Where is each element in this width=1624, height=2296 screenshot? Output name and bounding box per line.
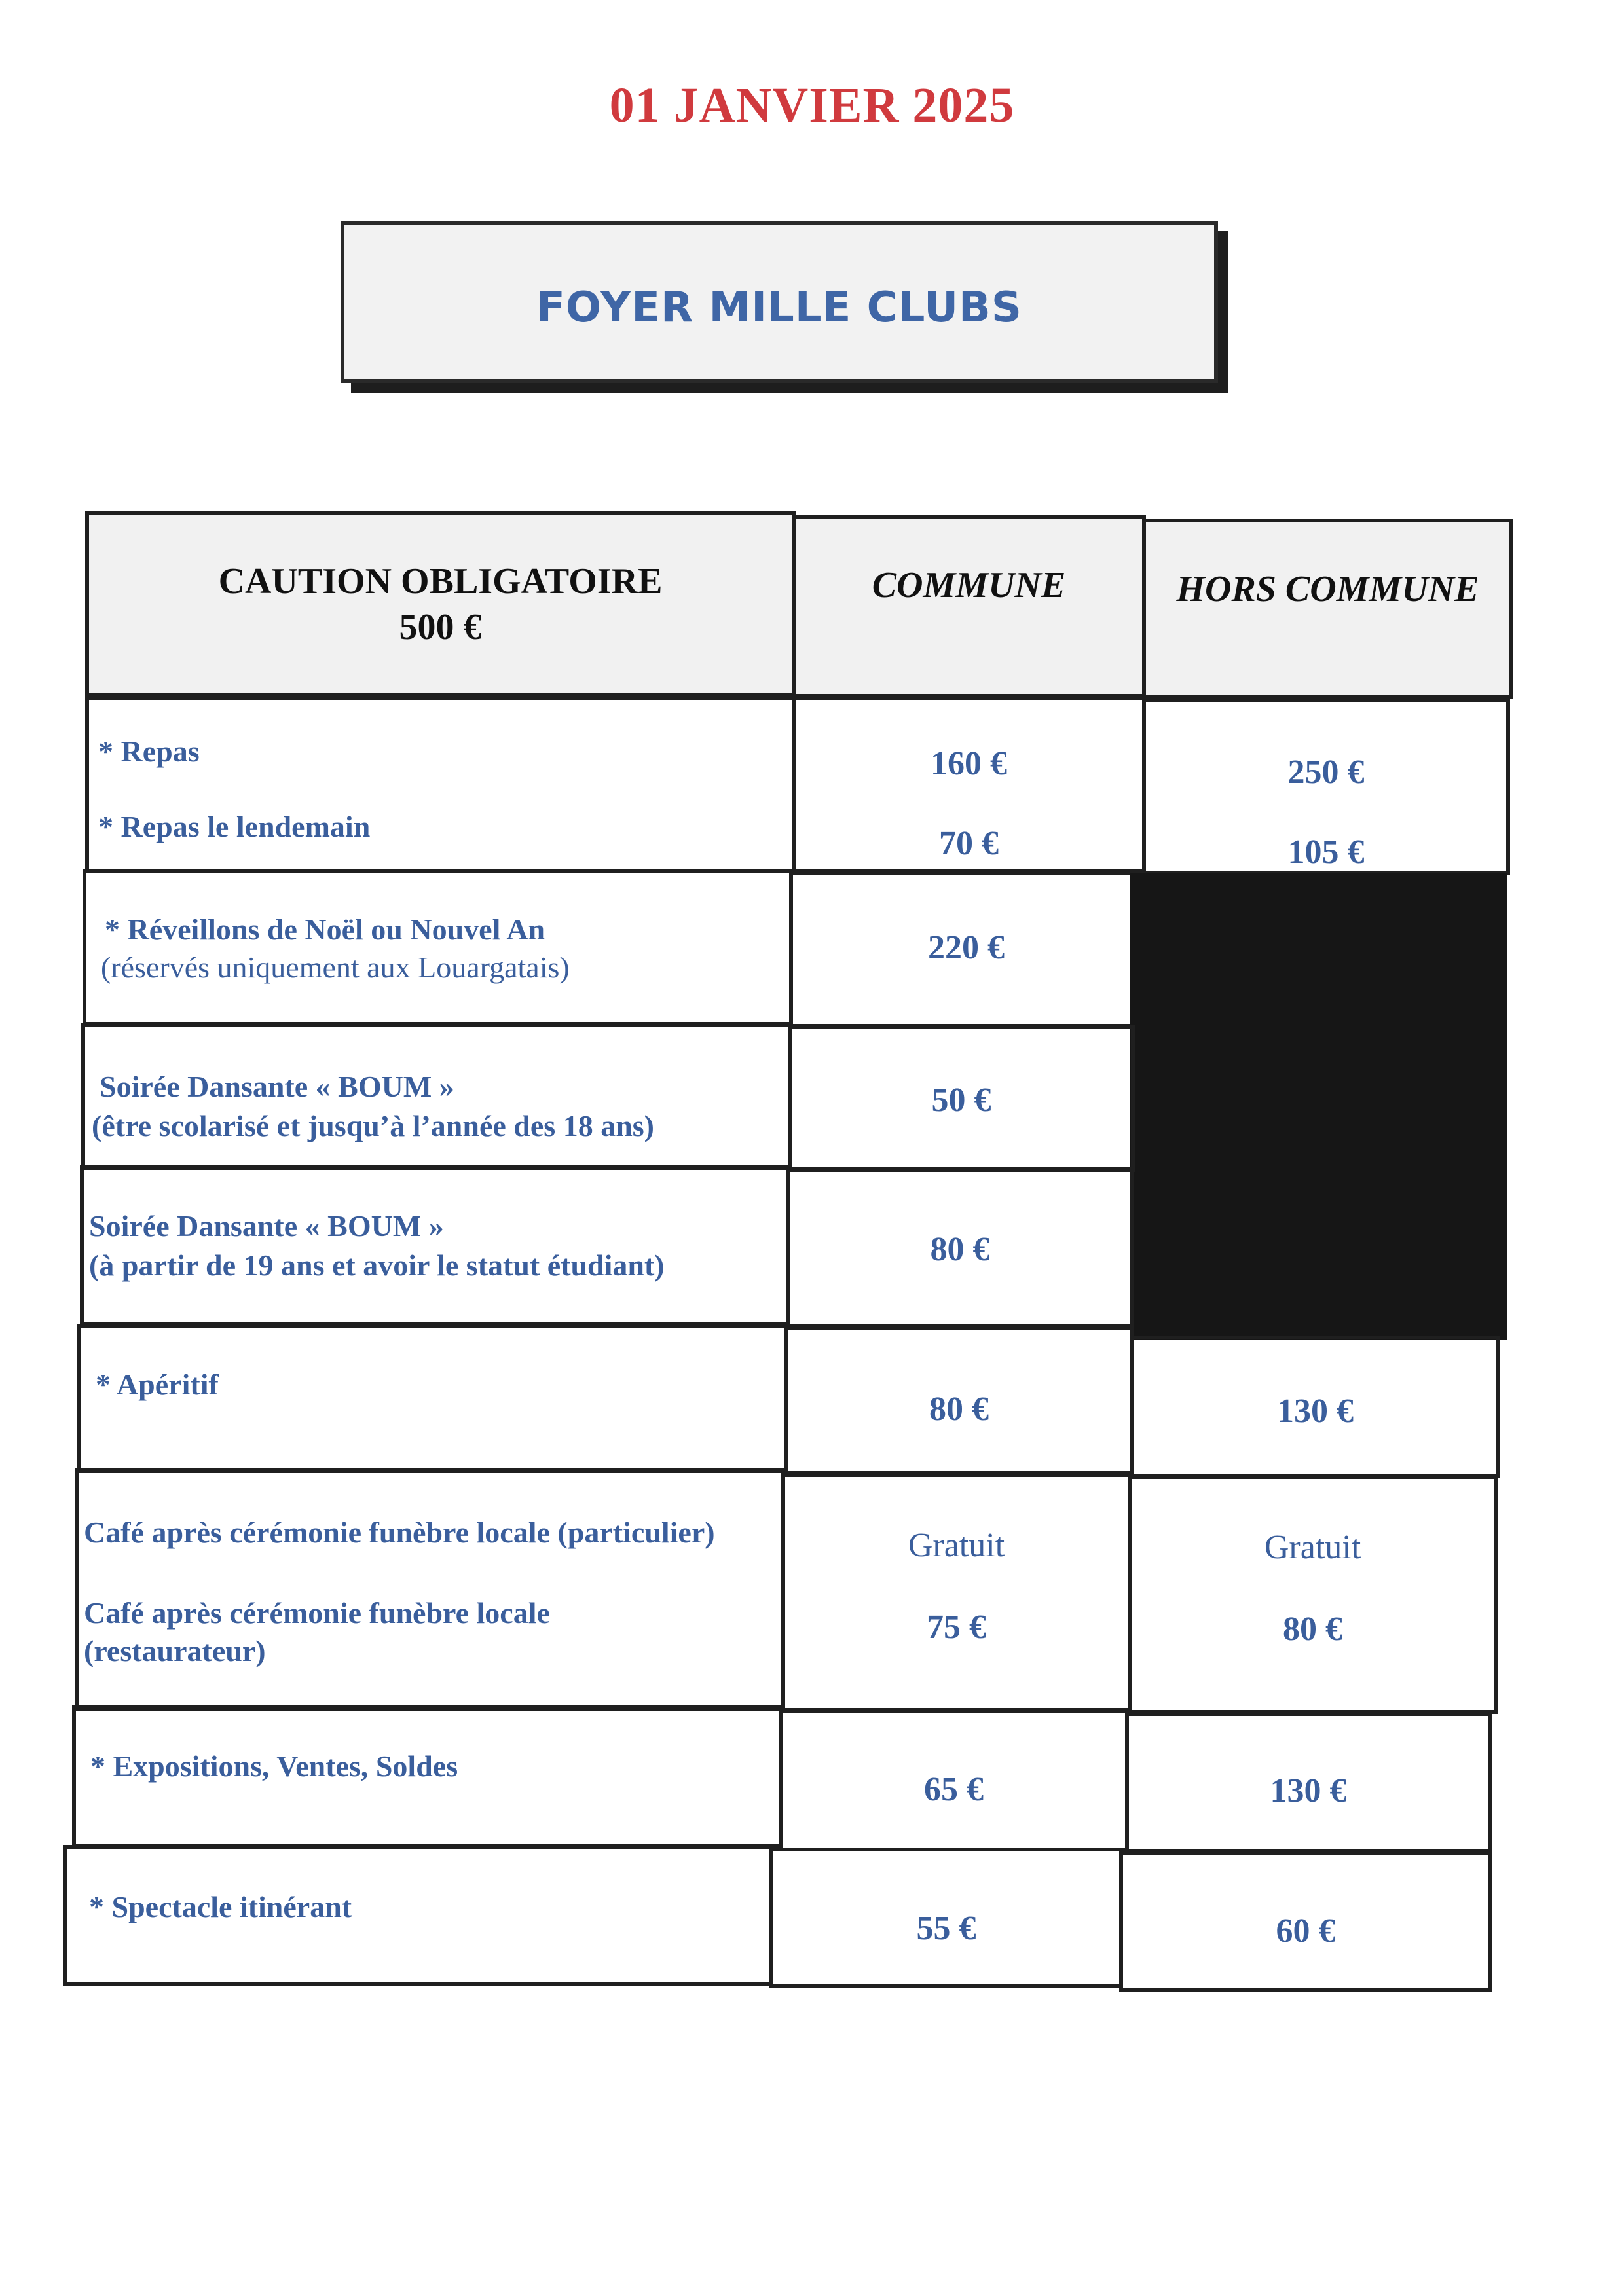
hors-commune-unavailable-block <box>1130 873 1507 1340</box>
table-row-repas-label <box>85 696 796 873</box>
table-row-repas-commune <box>792 696 1146 873</box>
table-row-reveillons-commune <box>789 871 1143 1028</box>
row-label: Café après cérémonie funèbre locale <box>84 1596 550 1630</box>
row-label: * Repas <box>98 735 200 768</box>
price-commune: 65 € <box>924 1771 984 1808</box>
table-row-spectacle-commune <box>769 1848 1123 1988</box>
price-commune: 70 € <box>939 825 999 862</box>
price-commune: 75 € <box>927 1609 986 1646</box>
price-commune: 55 € <box>916 1910 976 1947</box>
row-sublabel: (réservés uniquement aux Louargatais) <box>101 951 570 984</box>
price-commune: 80 € <box>929 1391 989 1428</box>
price-hors-commune: 60 € <box>1276 1912 1336 1950</box>
header-hors-commune: HORS COMMUNE <box>1176 569 1479 610</box>
row-label: * Réveillons de Noël ou Nouvel An <box>105 913 545 946</box>
table-row-aperitif-hors <box>1130 1336 1500 1478</box>
price-commune: Gratuit <box>908 1527 1005 1564</box>
header-commune-cell <box>792 515 1146 698</box>
table-row-aperitif-commune <box>784 1326 1134 1475</box>
header-commune: COMMUNE <box>872 565 1066 606</box>
row-sublabel: (être scolarisé et jusqu’à l’année des 18 ans) <box>92 1109 654 1142</box>
price-hors-commune: Gratuit <box>1264 1529 1361 1566</box>
table-row-boum-scolaire-commune <box>788 1025 1135 1172</box>
price-hors-commune: 80 € <box>1283 1611 1342 1648</box>
table-row-boum-etudiant-commune <box>786 1167 1134 1328</box>
venue-title: FOYER MILLE CLUBS <box>536 283 1022 332</box>
row-label: Soirée Dansante « BOUM » <box>100 1070 454 1103</box>
table-row-cafe-label <box>75 1468 785 1711</box>
price-hors-commune: 130 € <box>1277 1393 1354 1430</box>
row-label: * Repas le lendemain <box>98 810 371 843</box>
row-sublabel: (restaurateur) <box>84 1634 266 1667</box>
table-row-cafe-hors <box>1128 1475 1498 1714</box>
table-row-expositions-commune <box>779 1709 1129 1851</box>
price-commune: 160 € <box>931 745 1007 782</box>
price-commune: 220 € <box>928 929 1005 966</box>
row-label: * Expositions, Ventes, Soldes <box>90 1749 458 1783</box>
row-label: Soirée Dansante « BOUM » <box>89 1209 444 1243</box>
price-hors-commune: 130 € <box>1270 1772 1347 1810</box>
row-label: * Apéritif <box>96 1368 219 1401</box>
table-row-expositions-label <box>72 1705 783 1848</box>
table-row-boum-scolaire-label <box>81 1023 792 1170</box>
price-hors-commune: 250 € <box>1287 754 1365 791</box>
row-label: * Spectacle itinérant <box>89 1890 352 1923</box>
caution-amount: 500 € <box>399 607 482 647</box>
table-row-boum-etudiant-label <box>80 1165 790 1326</box>
header-caution-cell <box>85 511 796 697</box>
venue-title-box <box>341 221 1218 383</box>
date-heading: 01 JANVIER 2025 <box>609 78 1015 133</box>
row-sublabel: (à partir de 19 ans et avoir le statut étudiant) <box>89 1248 665 1282</box>
table-row-spectacle-hors <box>1119 1851 1492 1992</box>
row-label: Café après cérémonie funèbre locale (particulier) <box>84 1516 715 1549</box>
table-row-reveillons-label <box>83 869 793 1026</box>
table-row-aperitif-label <box>77 1324 788 1473</box>
caution-label: CAUTION OBLIGATOIRE <box>218 561 663 602</box>
table-row-spectacle-label <box>63 1845 773 1986</box>
price-commune: 50 € <box>931 1082 991 1119</box>
price-hors-commune: 105 € <box>1287 833 1365 871</box>
table-row-repas-hors <box>1142 698 1510 875</box>
price-commune: 80 € <box>930 1231 990 1268</box>
header-hors-commune-cell <box>1142 519 1513 699</box>
table-row-expositions-hors <box>1125 1712 1492 1853</box>
table-row-cafe-commune <box>781 1473 1132 1712</box>
